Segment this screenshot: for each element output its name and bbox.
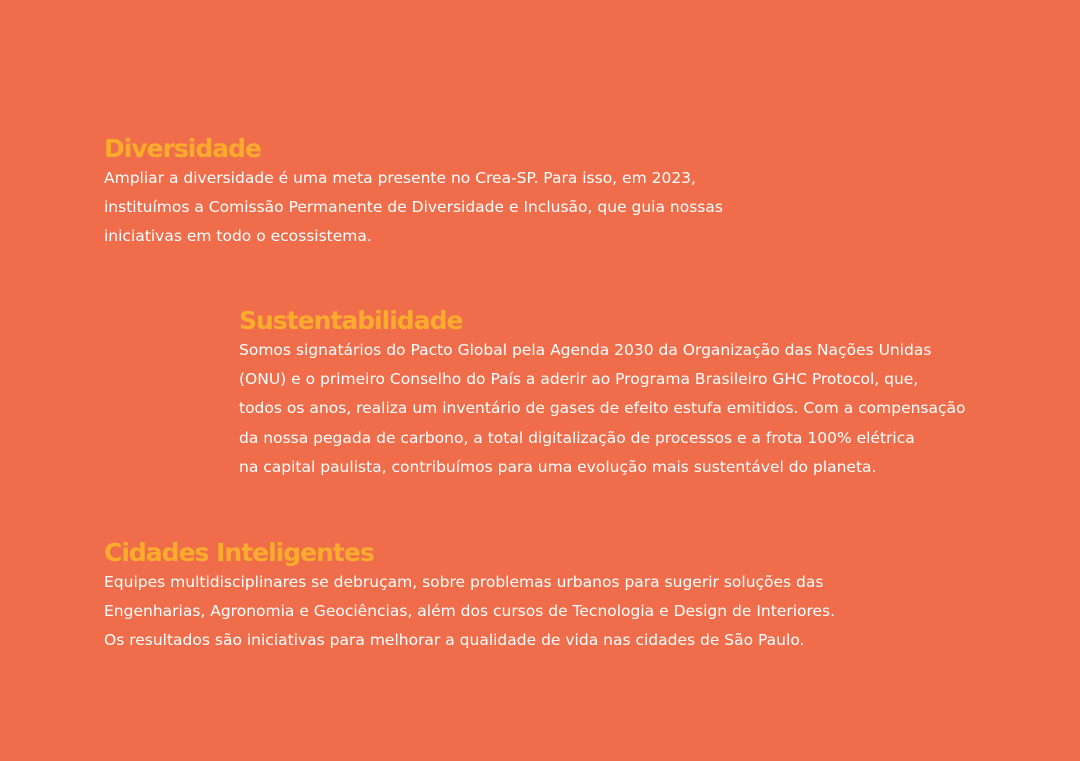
body-line: todos os anos, realiza um inventário de gases de efeito estufa emitidos. Com a compensação xyxy=(239,399,966,418)
body-line: Somos signatários do Pacto Global pela Agenda 2030 da Organização das Nações Unidas xyxy=(239,341,932,359)
section-title-diversidade: Diversidade xyxy=(104,134,261,163)
section-title-cidades-inteligentes: Cidades Inteligentes xyxy=(104,538,374,567)
body-line: Ampliar a diversidade é uma meta presente no Crea-SP. Para isso, em 2023, xyxy=(104,169,696,187)
section-body-diversidade xyxy=(104,164,723,252)
section-cidades-inteligentes xyxy=(104,538,835,656)
body-line: (ONU) e o primeiro Conselho do País a aderir ao Programa Brasileiro GHC Protocol, que, xyxy=(239,370,919,389)
body-line: Engenharias, Agronomia e Geociências, além dos cursos de Tecnologia e Design de Interiores. xyxy=(104,602,836,621)
body-line: da nossa pegada de carbono, a total digitalização de processos e a frota 100% elétrica xyxy=(239,428,915,447)
section-body-cidades-inteligentes xyxy=(104,568,835,656)
section-diversidade xyxy=(104,134,723,252)
section-body-sustentabilidade xyxy=(239,336,966,482)
body-line: Equipes multidisciplinares se debruçam, sobre problemas urbanos para sugerir soluções das xyxy=(104,573,824,591)
body-line: na capital paulista, contribuímos para uma evolução mais sustentável do planeta. xyxy=(239,457,877,476)
body-line: instituímos a Comissão Permanente de Diversidade e Inclusão, que guia nossas xyxy=(104,198,723,217)
body-line: iniciativas em todo o ecossistema. xyxy=(104,227,372,246)
body-line: Os resultados são iniciativas para melhorar a qualidade de vida nas cidades de São Paulo. xyxy=(104,631,805,650)
section-title-sustentabilidade: Sustentabilidade xyxy=(239,306,463,335)
section-sustentabilidade xyxy=(239,306,966,482)
